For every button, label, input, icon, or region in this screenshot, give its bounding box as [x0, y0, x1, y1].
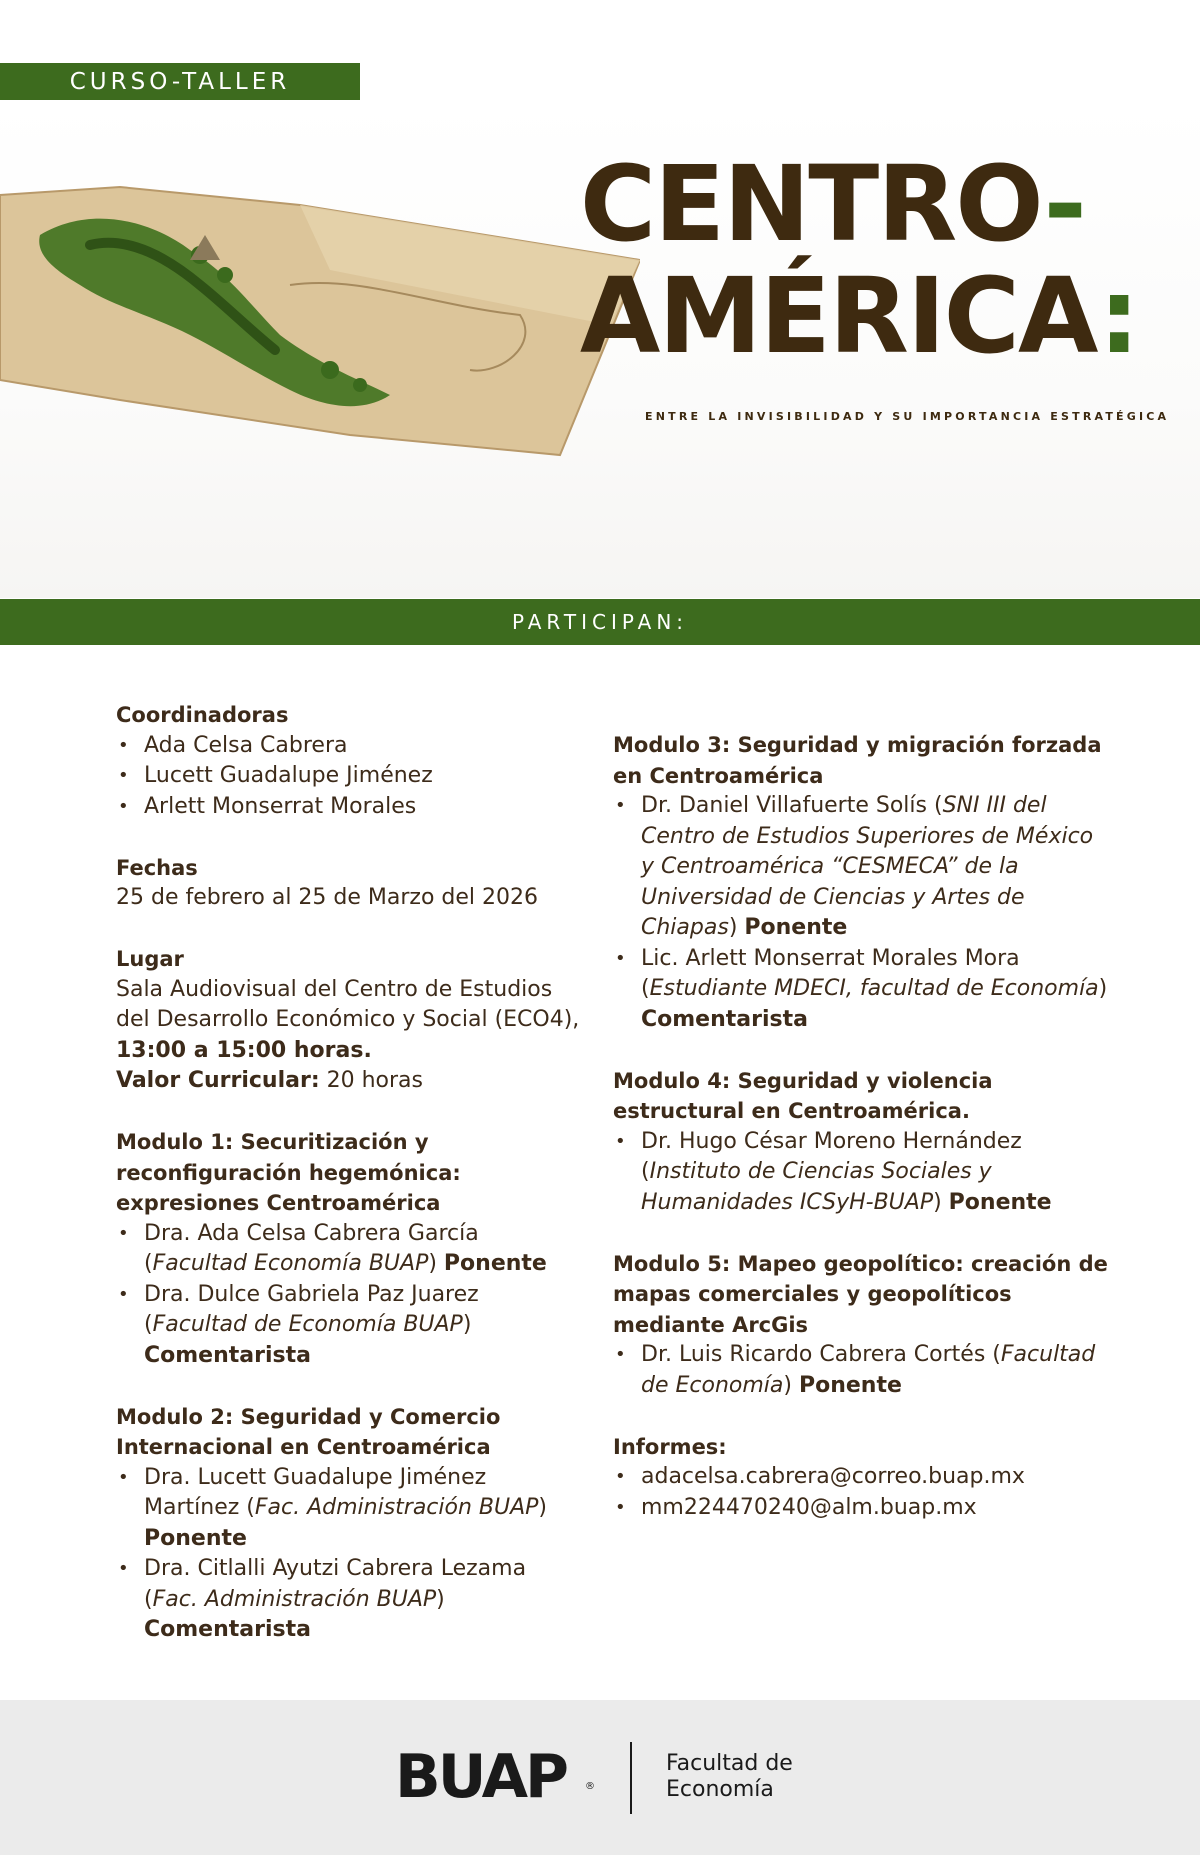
right-column: [613, 730, 1113, 1554]
registered-mark: ®: [585, 1781, 595, 1792]
venue-hours: 13:00 a 15:00 horas.: [116, 1037, 372, 1063]
list-item: • Lucett Guadalupe Jiménez: [116, 761, 586, 792]
footer: [0, 1700, 1200, 1855]
curricular-value-text: 20 horas: [319, 1068, 423, 1093]
list-item: • Dr. Luis Ricardo Cabrera Cortés (Facultad de Economía) Ponente: [613, 1340, 1113, 1401]
course-type-tag: [0, 63, 360, 100]
speaker-name: Dra. Lucett Guadalupe Jiménez Martínez: [144, 1464, 487, 1520]
contact-section: [613, 1432, 1113, 1524]
speaker-affiliation: SNI III del Centro de Estudios Superiores de México y Centroamérica “CESMECA” de la Universidad de Ciencias y Artes de Chiapas: [641, 793, 1094, 940]
speaker-affiliation: Facultad de Economía BUAP: [152, 1312, 463, 1337]
title-line-2: AMÉRICA:: [579, 255, 1138, 377]
map-tree: [321, 361, 339, 379]
list-item: • Ada Celsa Cabrera: [116, 731, 586, 762]
title-line-1: CENTRO-: [579, 143, 1085, 265]
speaker-role: Comentarista: [144, 1342, 311, 1368]
list-item: • Dra. Citlalli Ayutzi Cabrera Lezama (Fac. Administración BUAP) Comentarista: [116, 1554, 586, 1646]
speaker-role: Ponente: [144, 1525, 247, 1551]
module-2-list: [116, 1463, 586, 1646]
module-1-heading: Modulo 1: Securitización y reconfiguración hegemónica: expresiones Centroamérica: [116, 1130, 461, 1215]
main-title: [579, 143, 1138, 377]
speaker-role: Ponente: [744, 915, 848, 940]
title-colon: :: [1098, 255, 1138, 377]
module-4-heading: Modulo 4: Seguridad y violencia estructural en Centroamérica.: [613, 1068, 993, 1123]
module-5-heading: Modulo 5: Mapeo geopolítico: creación de mapas comerciales y geopolíticos mediante ArcGis: [613, 1251, 1108, 1337]
contact-email[interactable]: • adacelsa.cabrera@correo.buap.mx: [613, 1462, 1113, 1493]
module-3-list: [613, 791, 1113, 1035]
speaker-affiliation: Estudiante MDECI, facultad de Economía: [649, 976, 1099, 1001]
speaker-affiliation: Instituto de Ciencias Sociales y Humanidades ICSyH-BUAP: [641, 1159, 992, 1215]
left-column: [116, 700, 586, 1676]
module-2-heading: Modulo 2: Seguridad y Comercio Internacional en Centroamérica: [116, 1404, 501, 1459]
curricular-value: [116, 1066, 586, 1097]
coordinators-list: [116, 731, 586, 823]
speaker-role: Comentarista: [641, 1006, 808, 1032]
participants-label: PARTICIPAN:: [511, 610, 689, 634]
speaker-role: Comentarista: [144, 1617, 311, 1642]
faculty-line-2: Economía: [666, 1777, 774, 1802]
speaker-name: Dr. Hugo César Moreno Hernández: [641, 1128, 1022, 1154]
module-5-list: [613, 1340, 1113, 1401]
speaker-name: Dr. Daniel Villafuerte Solís: [641, 793, 934, 818]
course-type-label: CURSO-TALLER: [69, 68, 291, 95]
list-item: • Lic. Arlett Monserrat Morales Mora (Estudiante MDECI, facultad de Economía) Comentarista: [613, 944, 1113, 1036]
module-4-section: [613, 1066, 1113, 1219]
contact-email[interactable]: • mm224470240@alm.buap.mx: [613, 1493, 1113, 1524]
map-tree: [353, 378, 367, 392]
dates-heading: Fechas: [116, 855, 198, 880]
speaker-role: Ponente: [798, 1372, 902, 1398]
module-1-section: [116, 1127, 586, 1371]
subtitle: ENTRE LA INVISIBILIDAD Y SU IMPORTANCIA ESTRATÉGICA: [645, 410, 1170, 423]
speaker-role: Ponente: [948, 1189, 1052, 1215]
speaker-name: Dr. Luis Ricardo Cabrera Cortés: [641, 1342, 993, 1367]
speaker-affiliation: Facultad Economía BUAP: [152, 1251, 429, 1276]
map-tree: [217, 267, 233, 283]
coordinators-section: [116, 700, 586, 822]
speaker-name: Dra. Ada Celsa Cabrera García: [144, 1220, 479, 1246]
list-item: • Dra. Ada Celsa Cabrera García (Facultad Economía BUAP) Ponente: [116, 1219, 586, 1280]
speaker-affiliation: Facultad de Economía: [641, 1342, 1096, 1398]
speaker-name: Dra. Dulce Gabriela Paz Juarez: [144, 1281, 479, 1307]
dates-text: 25 de febrero al 25 de Marzo del 2026: [116, 885, 539, 910]
title-hyphen: -: [1043, 143, 1085, 265]
map-illustration: [0, 165, 640, 465]
contact-list: [613, 1462, 1113, 1523]
coordinators-heading: Coordinadoras: [116, 703, 289, 727]
speaker-affiliation: Fac. Administración BUAP: [152, 1586, 437, 1612]
venue-section: [116, 944, 586, 1097]
speaker-name: Dra. Citlalli Ayutzi Cabrera Lezama: [144, 1556, 527, 1581]
speaker-affiliation: Fac. Administración BUAP: [254, 1495, 539, 1520]
venue-name: Sala Audiovisual del Centro de Estudios del Desarrollo Económico y Social (ECO4),: [116, 976, 580, 1032]
dates-section: [116, 853, 586, 914]
module-1-list: [116, 1219, 586, 1372]
list-item: • Dra. Dulce Gabriela Paz Juarez (Facultad de Economía BUAP) Comentarista: [116, 1280, 586, 1372]
venue-heading: Lugar: [116, 947, 184, 971]
faculty-line-1: Facultad de: [666, 1751, 793, 1776]
venue-text: [116, 975, 586, 1067]
list-item: • Dr. Daniel Villafuerte Solís (SNI III del Centro de Estudios Superiores de México y Centroamérica “CESMECA” de la Universidad de Ciencias y Artes de Chiapas) Ponente: [613, 791, 1113, 944]
buap-logo: BUAP: [395, 1742, 567, 1812]
curricular-value-label: Valor Curricular:: [116, 1068, 320, 1093]
faculty-name: [666, 1751, 793, 1803]
list-item: • Arlett Monserrat Morales: [116, 792, 586, 823]
module-3-section: [613, 730, 1113, 1035]
module-5-section: [613, 1249, 1113, 1402]
list-item: • Dra. Lucett Guadalupe Jiménez Martínez (Fac. Administración BUAP) Ponente: [116, 1463, 586, 1555]
module-4-list: [613, 1127, 1113, 1219]
module-2-section: [116, 1402, 586, 1646]
contact-heading: Informes:: [613, 1434, 727, 1459]
footer-divider: [630, 1742, 632, 1814]
speaker-role: Ponente: [443, 1251, 547, 1276]
module-3-heading: Modulo 3: Seguridad y migración forzada en Centroamérica: [613, 733, 1102, 788]
speaker-name: Lic. Arlett Monserrat Morales Mora: [641, 945, 1020, 971]
list-item: • Dr. Hugo César Moreno Hernández (Instituto de Ciencias Sociales y Humanidades ICSyH-BUAP) Ponente: [613, 1127, 1113, 1219]
participants-band: [0, 599, 1200, 645]
